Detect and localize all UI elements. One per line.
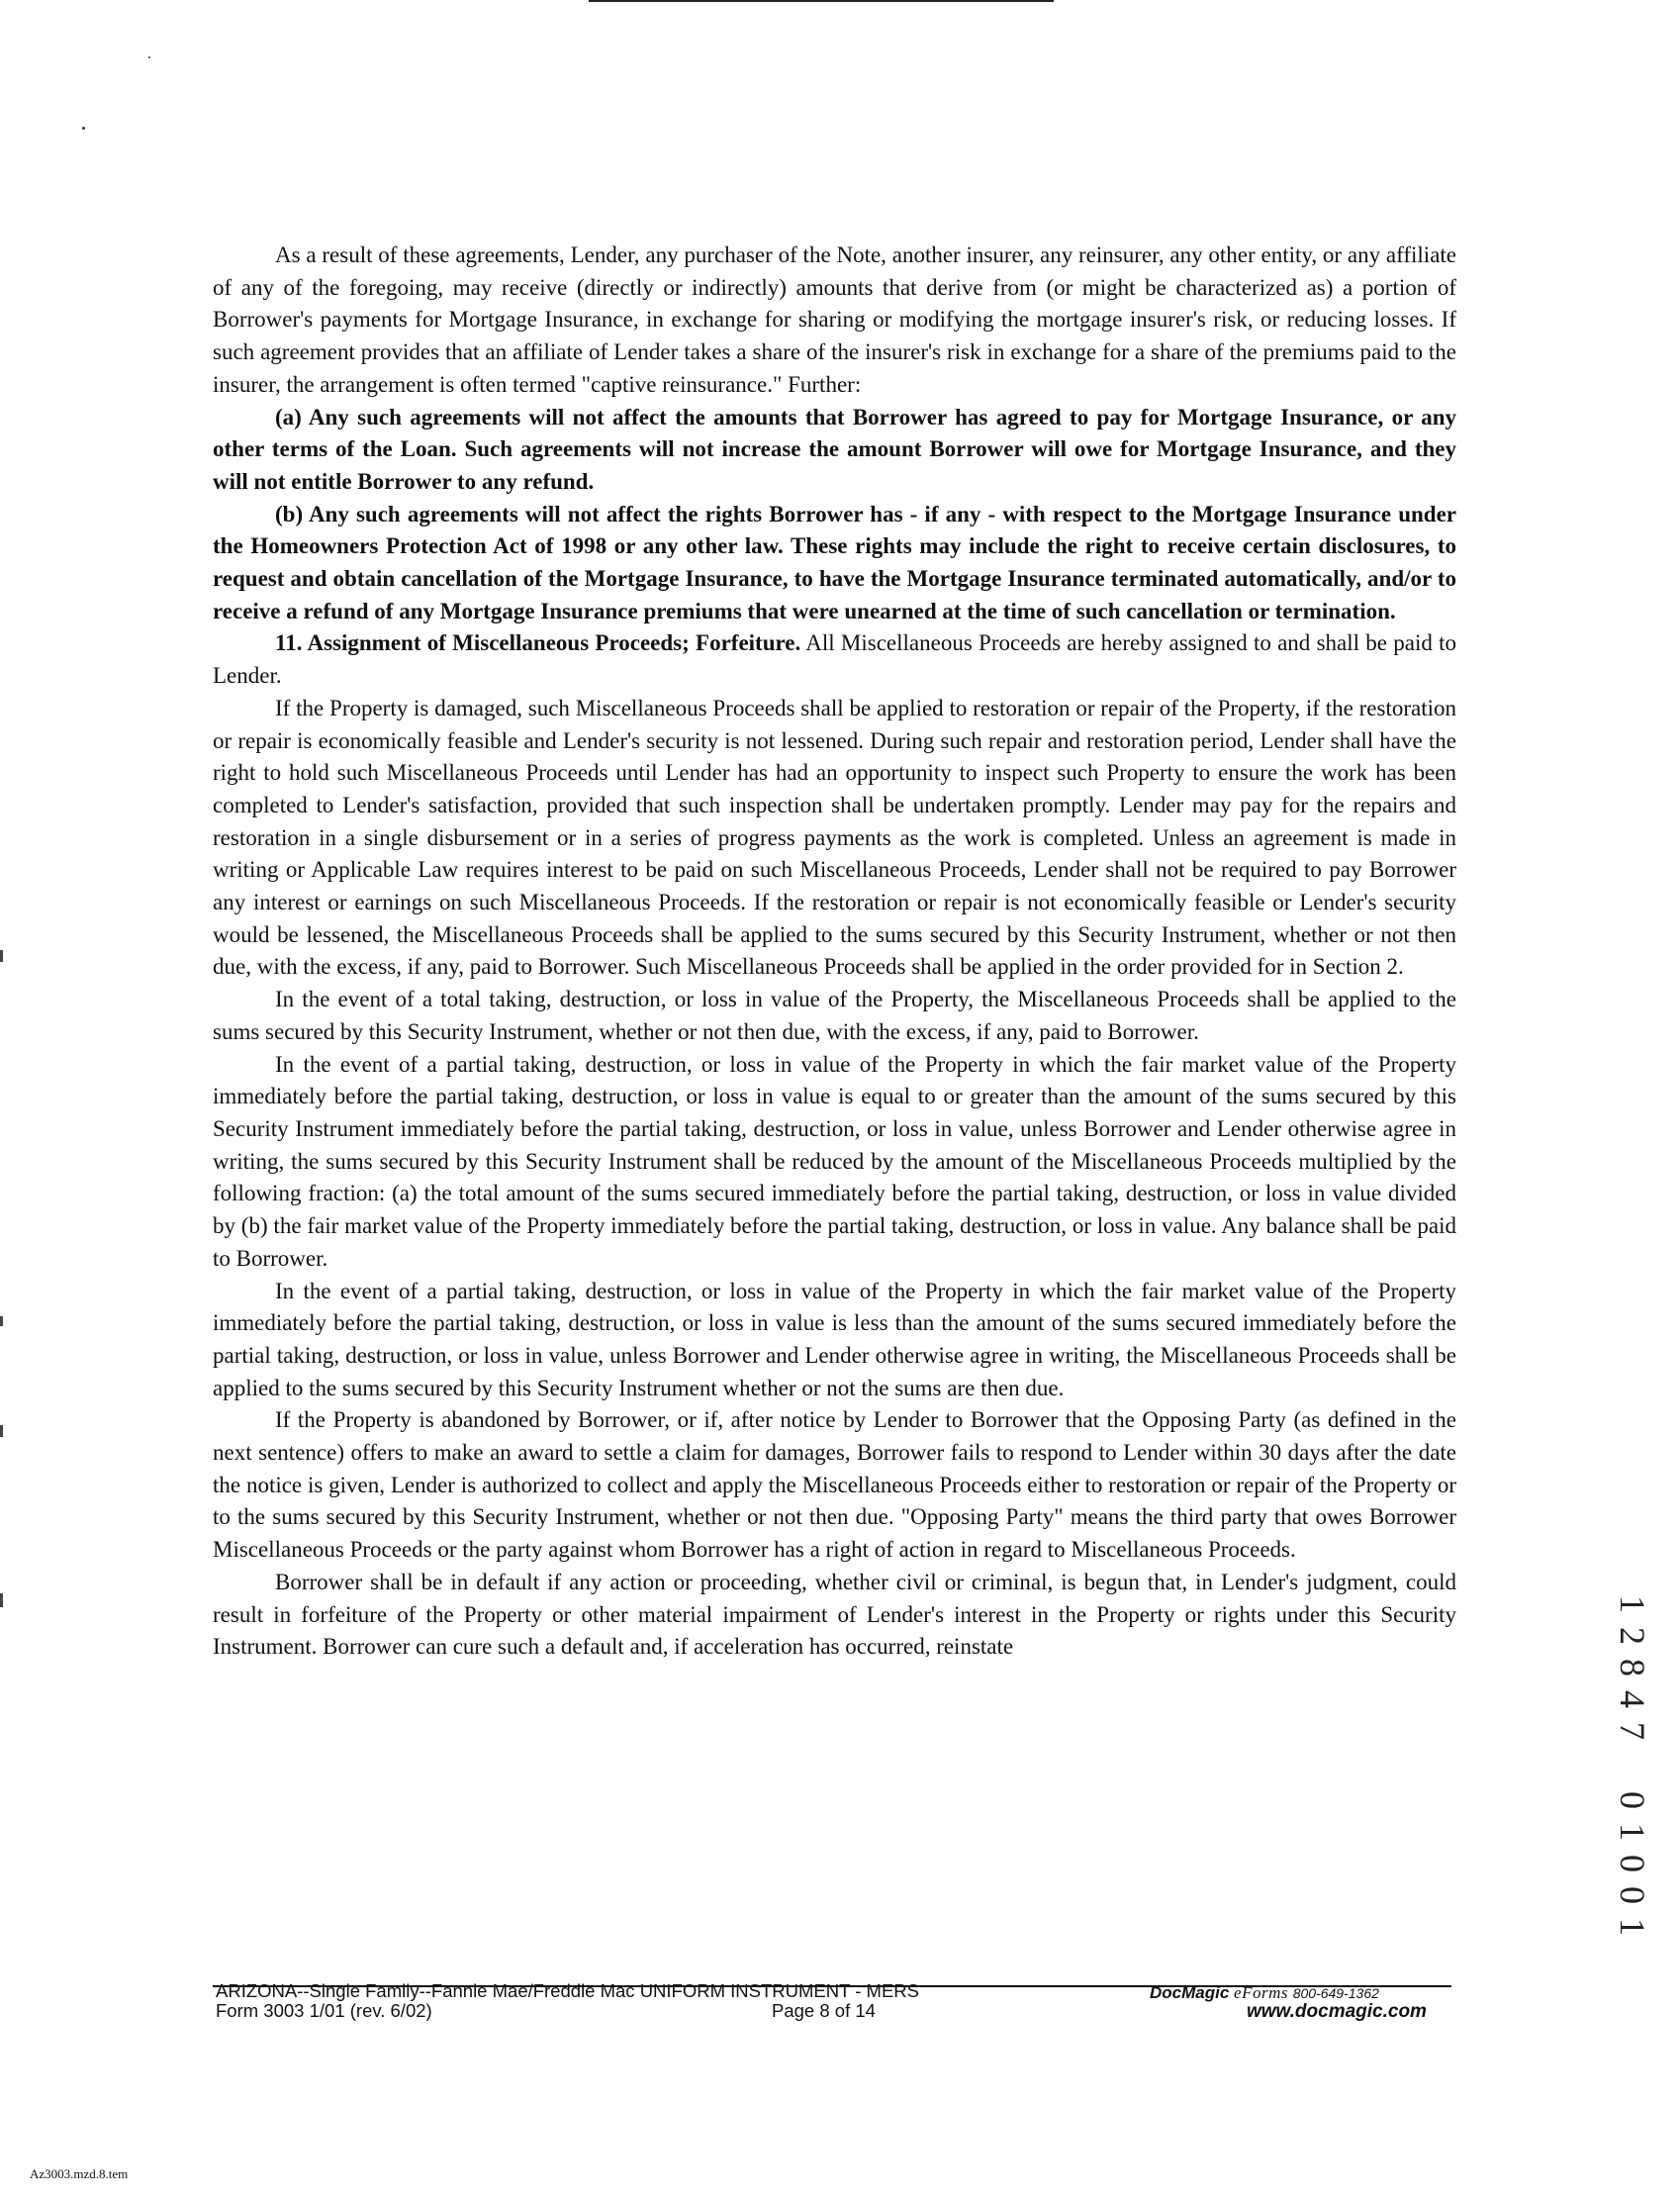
- footer-page-number: Page 8 of 14: [772, 2000, 876, 2021]
- document-body: [213, 239, 1456, 1664]
- footer-form-number: Form 3003 1/01 (rev. 6/02): [216, 2000, 432, 2021]
- paragraph-partial-taking-greater: In the event of a partial taking, destruction, or loss in value of the Property in which the fair market value of the Property immediately before the partial taking, destruction, or loss in value is equal to or greater than the amount of the sums secured by this Security Instrument immediately before the partial taking, destruction, or loss in value, unless Borrower and Lender otherwise agree in writing, the sums secured by this Security Instrument shall be reduced by the amount of the Miscellaneous Proceeds multiplied by the following fraction: (a) the total amount of the sums secured immediately before the partial taking, destruction, or loss in value divided by (b) the fair market value of the Property immediately before the partial taking, destruction, or loss in value. Any balance shall be paid to Borrower.: [213, 1051, 1456, 1271]
- scan-speck: [82, 127, 85, 130]
- stamp-digit: 8: [1613, 1659, 1652, 1676]
- stamp-digit: 1: [1613, 1918, 1652, 1936]
- paragraph-default: Borrower shall be in default if any action or proceeding, whether civil or criminal, is begun that, in Lender's judgment, could result in forfeiture of the Property or other material impairment of Lender's interest in the Property or rights under this Security Instrument. Borrower can cure such a default and, if acceleration has occurred, reinstate: [213, 1569, 1456, 1660]
- brand-name: DocMagic: [1150, 1983, 1230, 2002]
- footer-form-title: ARIZONA--Single Family--Fannie Mae/Freddie Mac UNIFORM INSTRUMENT - MERS: [216, 1980, 919, 2001]
- scan-edge-mark: [0, 950, 3, 962]
- scan-edge-mark: [0, 1425, 3, 1437]
- paragraph-total-taking: In the event of a total taking, destruction, or loss in value of the Property, the Miscellaneous Proceeds shall be applied to the sums secured by this Security Instrument, whether or not then due, with the excess, if any, paid to Borrower.: [213, 987, 1456, 1044]
- section-11-paragraph: [213, 627, 1456, 692]
- stamp-digit: 2: [1613, 1627, 1652, 1645]
- stamp-digit: 0: [1613, 1886, 1652, 1904]
- top-edge-line: [589, 0, 1054, 2]
- brand-url: www.docmagic.com: [1247, 2001, 1427, 2022]
- paragraph-item-b: (b) Any such agreements will not affect the rights Borrower has - if any - with respect to the Mortgage Insurance under the Homeowners Protection Act of 1998 or any other law. These rights may include the right to receive certain disclosures, to request and obtain cancellation of the Mortgage Insurance, to have the Mortgage Insurance terminated automatically, and/or to receive a refund of any Mortgage Insurance premiums that were unearned at the time of such cancellation or termination.: [213, 501, 1456, 623]
- stamp-digit: 1: [1613, 1823, 1652, 1841]
- scan-speck: [148, 56, 150, 58]
- brand-eforms: eForms: [1234, 1983, 1288, 2002]
- stamp-digit: 7: [1613, 1722, 1652, 1740]
- paragraph-partial-taking-less: In the event of a partial taking, destruction, or loss in value of the Property in which the fair market value of the Property immediately before the partial taking, destruction, or loss in value is less than the amount of the sums secured immediately before the partial taking, destruction, or loss in value, unless Borrower and Lender otherwise agree in writing, the Miscellaneous Proceeds shall be applied to the sums secured by this Security Instrument whether or not the sums are then due.: [213, 1278, 1456, 1400]
- docmagic-logo: [1150, 1983, 1379, 2003]
- scan-edge-mark: [0, 1316, 3, 1326]
- brand-phone: 800-649-1362: [1292, 1985, 1379, 2001]
- stamp-digit: 0: [1613, 1791, 1652, 1809]
- paragraph-abandoned-property: If the Property is abandoned by Borrower, or if, after notice by Lender to Borrower that the Opposing Party (as defined in the next sentence) offers to make an award to settle a claim for damages, Borrower fails to respond to Lender within 30 days after the date the notice is given, Lender is authorized to collect and apply the Miscellaneous Proceeds either to restoration or repair of the Property or to the sums secured by this Security Instrument, whether or not then due. "Opposing Party" means the third party that owes Borrower Miscellaneous Proceeds or the party against whom Borrower has a right of action in regard to Miscellaneous Proceeds.: [213, 1407, 1456, 1563]
- stamp-digit: 4: [1613, 1690, 1652, 1708]
- paragraph-property-damaged: If the Property is damaged, such Miscellaneous Proceeds shall be applied to restoration or repair of the Property, if the restoration or repair is economically feasible and Lender's security is not lessened. During such repair and restoration period, Lender shall have the right to hold such Miscellaneous Proceeds until Lender has had an opportunity to inspect such Property to ensure the work has been completed to Lender's satisfaction, provided that such inspection shall be undertaken promptly. Lender may pay for the repairs and restoration in a single disbursement or in a series of progress payments as the work is completed. Unless an agreement is made in writing or Applicable Law requires interest to be paid on such Miscellaneous Proceeds, Lender shall not be required to pay Borrower any interest or earnings on such Miscellaneous Proceeds. If the restoration or repair is not economically feasible or Lender's security would be lessened, the Miscellaneous Proceeds shall be applied to the sums secured by this Security Instrument, whether or not then due, with the excess, if any, paid to Borrower. Such Miscellaneous Proceeds shall be applied in the order provided for in Section 2.: [213, 695, 1456, 980]
- recording-number-stamp: [1613, 1588, 1652, 1943]
- paragraph-agreements: As a result of these agreements, Lender, any purchaser of the Note, another insurer, any reinsurer, any other entity, or any affiliate of any of the foregoing, may receive (directly or indirectly) amounts that derive from (or might be characterized as) a portion of Borrower's payments for Mortgage Insurance, in exchange for sharing or modifying the mortgage insurer's risk, or reducing losses. If such agreement provides that an affiliate of Lender takes a share of the insurer's risk in exchange for a share of the premiums paid to the insurer, the arrangement is often termed "captive reinsurance." Further:: [213, 242, 1456, 397]
- file-code: Az3003.mzd.8.tem: [30, 2166, 129, 2181]
- paragraph-item-a: (a) Any such agreements will not affect the amounts that Borrower has agreed to pay for Mortgage Insurance, or any other terms of the Loan. Such agreements will not increase the amount Borrower will owe for Mortgage Insurance, and they will not entitle Borrower to any refund.: [213, 404, 1456, 494]
- stamp-digit: 1: [1613, 1595, 1652, 1613]
- section-11-text: All Miscellaneous Proceeds are hereby assigned to and shall be paid to Lender.: [213, 630, 1456, 689]
- stamp-digit: 0: [1613, 1855, 1652, 1872]
- section-11-heading: 11. Assignment of Miscellaneous Proceeds; Forfeiture.: [275, 630, 801, 656]
- scan-edge-mark: [0, 1593, 3, 1607]
